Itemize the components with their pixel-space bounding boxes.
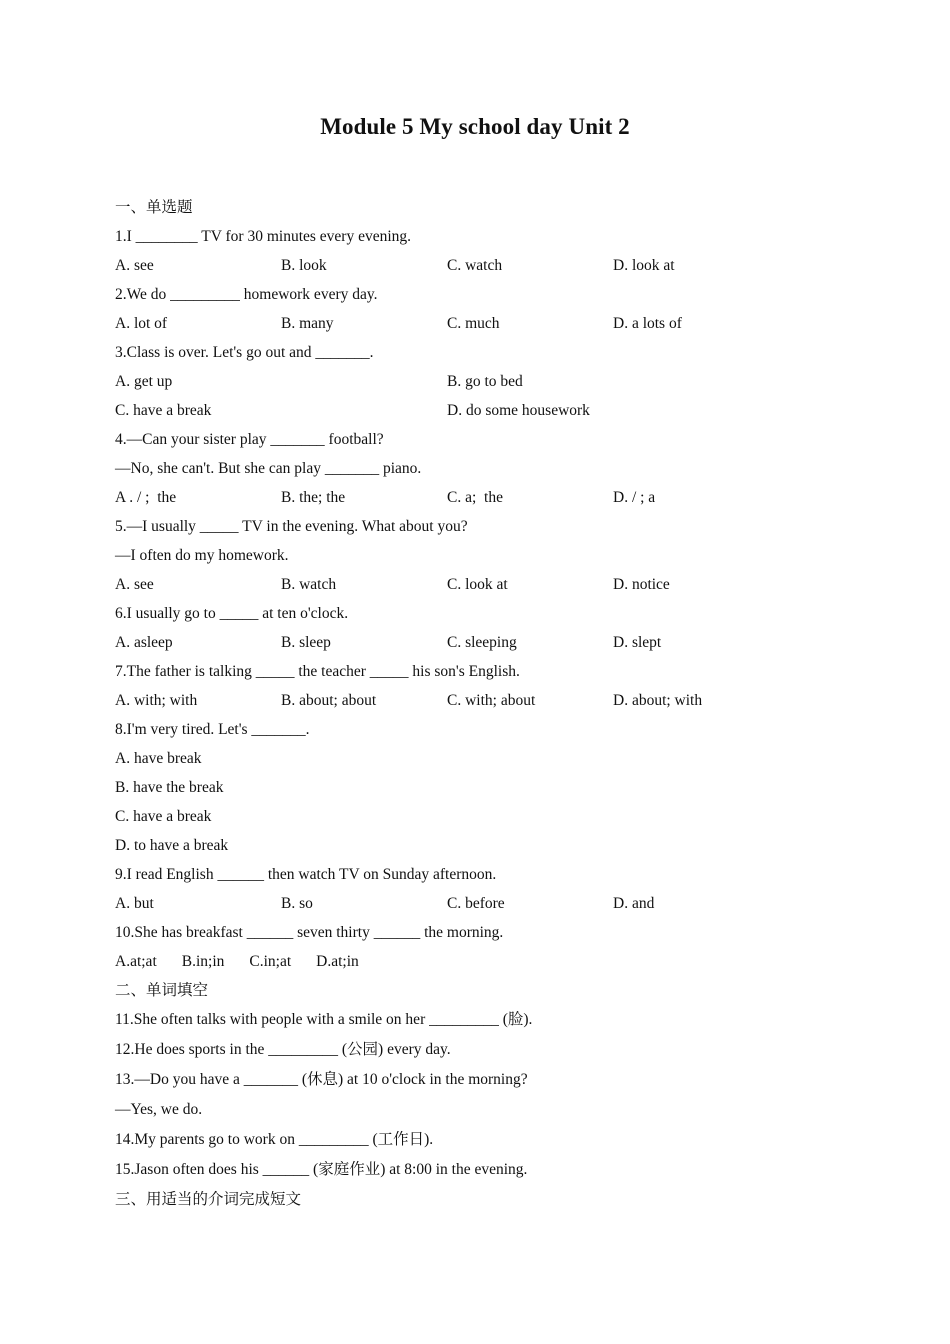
question-9-options (115, 889, 875, 918)
option-b: B.in;in (181, 953, 225, 970)
question-10-options (115, 947, 875, 976)
fill-blank-item: 14.My parents go to work on _________ (工作日). (115, 1131, 434, 1148)
option-b: B. watch (281, 576, 337, 593)
fill-blank-item: 11.She often talks with people with a smile on her _________ (脸). (115, 1011, 533, 1028)
option-b: B. have the break (115, 779, 224, 796)
section-heading-word-fill: 二、单词填空 (115, 982, 209, 999)
option-c: C. with; about (447, 692, 536, 709)
option-a: A. get up (115, 373, 173, 390)
fill-blank-item: 15.Jason often does his ______ (家庭作业) at 8:00 in the evening. (115, 1161, 528, 1178)
option-d: D. / ; a (613, 489, 656, 506)
option-d: D. look at (613, 257, 675, 274)
option-a: A. lot of (115, 315, 168, 332)
option-c: C. sleeping (447, 634, 517, 651)
option-a: A. asleep (115, 634, 173, 651)
question-1-options (115, 251, 875, 280)
option-a: A. see (115, 576, 154, 593)
option-a: A. see (115, 257, 154, 274)
option-c: C. before (447, 895, 505, 912)
option-c: C. have a break (115, 402, 212, 419)
question-5-stem-line-2: —I often do my homework. (115, 547, 289, 564)
option-a: A.at;at (115, 953, 157, 970)
question-7-options (115, 686, 875, 715)
worksheet-content (115, 193, 875, 1215)
question-4-stem-line-2: —No, she can't. But she can play _______ piano. (115, 460, 422, 477)
question-4-stem: 4.—Can your sister play _______ football? (115, 431, 384, 448)
option-a: A. have break (115, 750, 202, 767)
option-c: C. much (447, 315, 500, 332)
section-heading-single-choice: 一、单选题 (115, 199, 193, 216)
question-6-stem: 6.I usually go to _____ at ten o'clock. (115, 605, 349, 622)
question-4-options (115, 483, 875, 512)
question-1-stem: 1.I ________ TV for 30 minutes every evening. (115, 228, 412, 245)
question-6-options (115, 628, 875, 657)
question-9-stem: 9.I read English ______ then watch TV on Sunday afternoon. (115, 866, 497, 883)
option-d: D. do some housework (447, 402, 590, 419)
option-d: D.at;in (316, 953, 359, 970)
option-a: A . / ; the (115, 489, 177, 506)
option-b: B. about; about (281, 692, 377, 709)
fill-blank-item: 12.He does sports in the _________ (公园) every day. (115, 1041, 451, 1058)
option-c: C. a; the (447, 489, 503, 506)
option-d: D. and (613, 895, 655, 912)
question-5-options (115, 570, 875, 599)
option-b: B. many (281, 315, 334, 332)
option-b: B. so (281, 895, 313, 912)
option-a: A. but (115, 895, 154, 912)
option-a: A. with; with (115, 692, 198, 709)
option-b: B. the; the (281, 489, 346, 506)
question-3-stem: 3.Class is over. Let's go out and _______. (115, 344, 374, 361)
question-8-stem: 8.I'm very tired. Let's _______. (115, 721, 310, 738)
option-d: D. to have a break (115, 837, 229, 854)
option-d: D. about; with (613, 692, 703, 709)
question-3-options-row-2 (115, 396, 875, 425)
option-c: C. look at (447, 576, 508, 593)
option-d: D. a lots of (613, 315, 682, 332)
question-3-options-row-1 (115, 367, 875, 396)
option-b: B. look (281, 257, 327, 274)
question-2-options (115, 309, 875, 338)
question-7-stem: 7.The father is talking _____ the teacher _____ his son's English. (115, 663, 520, 680)
section-heading-prepositions: 三、用适当的介词完成短文 (115, 1191, 302, 1208)
option-c: C.in;at (249, 953, 292, 970)
question-10-stem: 10.She has breakfast ______ seven thirty ______ the morning. (115, 924, 504, 941)
fill-blank-item: 13.—Do you have a _______ (休息) at 10 o'clock in the morning? (115, 1071, 528, 1088)
option-b: B. sleep (281, 634, 331, 651)
fill-blank-item: —Yes, we do. (115, 1101, 203, 1118)
question-5-stem: 5.—I usually _____ TV in the evening. What about you? (115, 518, 468, 535)
option-d: D. slept (613, 634, 662, 651)
option-c: C. watch (447, 257, 503, 274)
option-b: B. go to bed (447, 373, 523, 390)
option-d: D. notice (613, 576, 670, 593)
option-c: C. have a break (115, 808, 212, 825)
question-2-stem: 2.We do _________ homework every day. (115, 286, 378, 303)
page-title: Module 5 My school day Unit 2 (320, 114, 630, 139)
